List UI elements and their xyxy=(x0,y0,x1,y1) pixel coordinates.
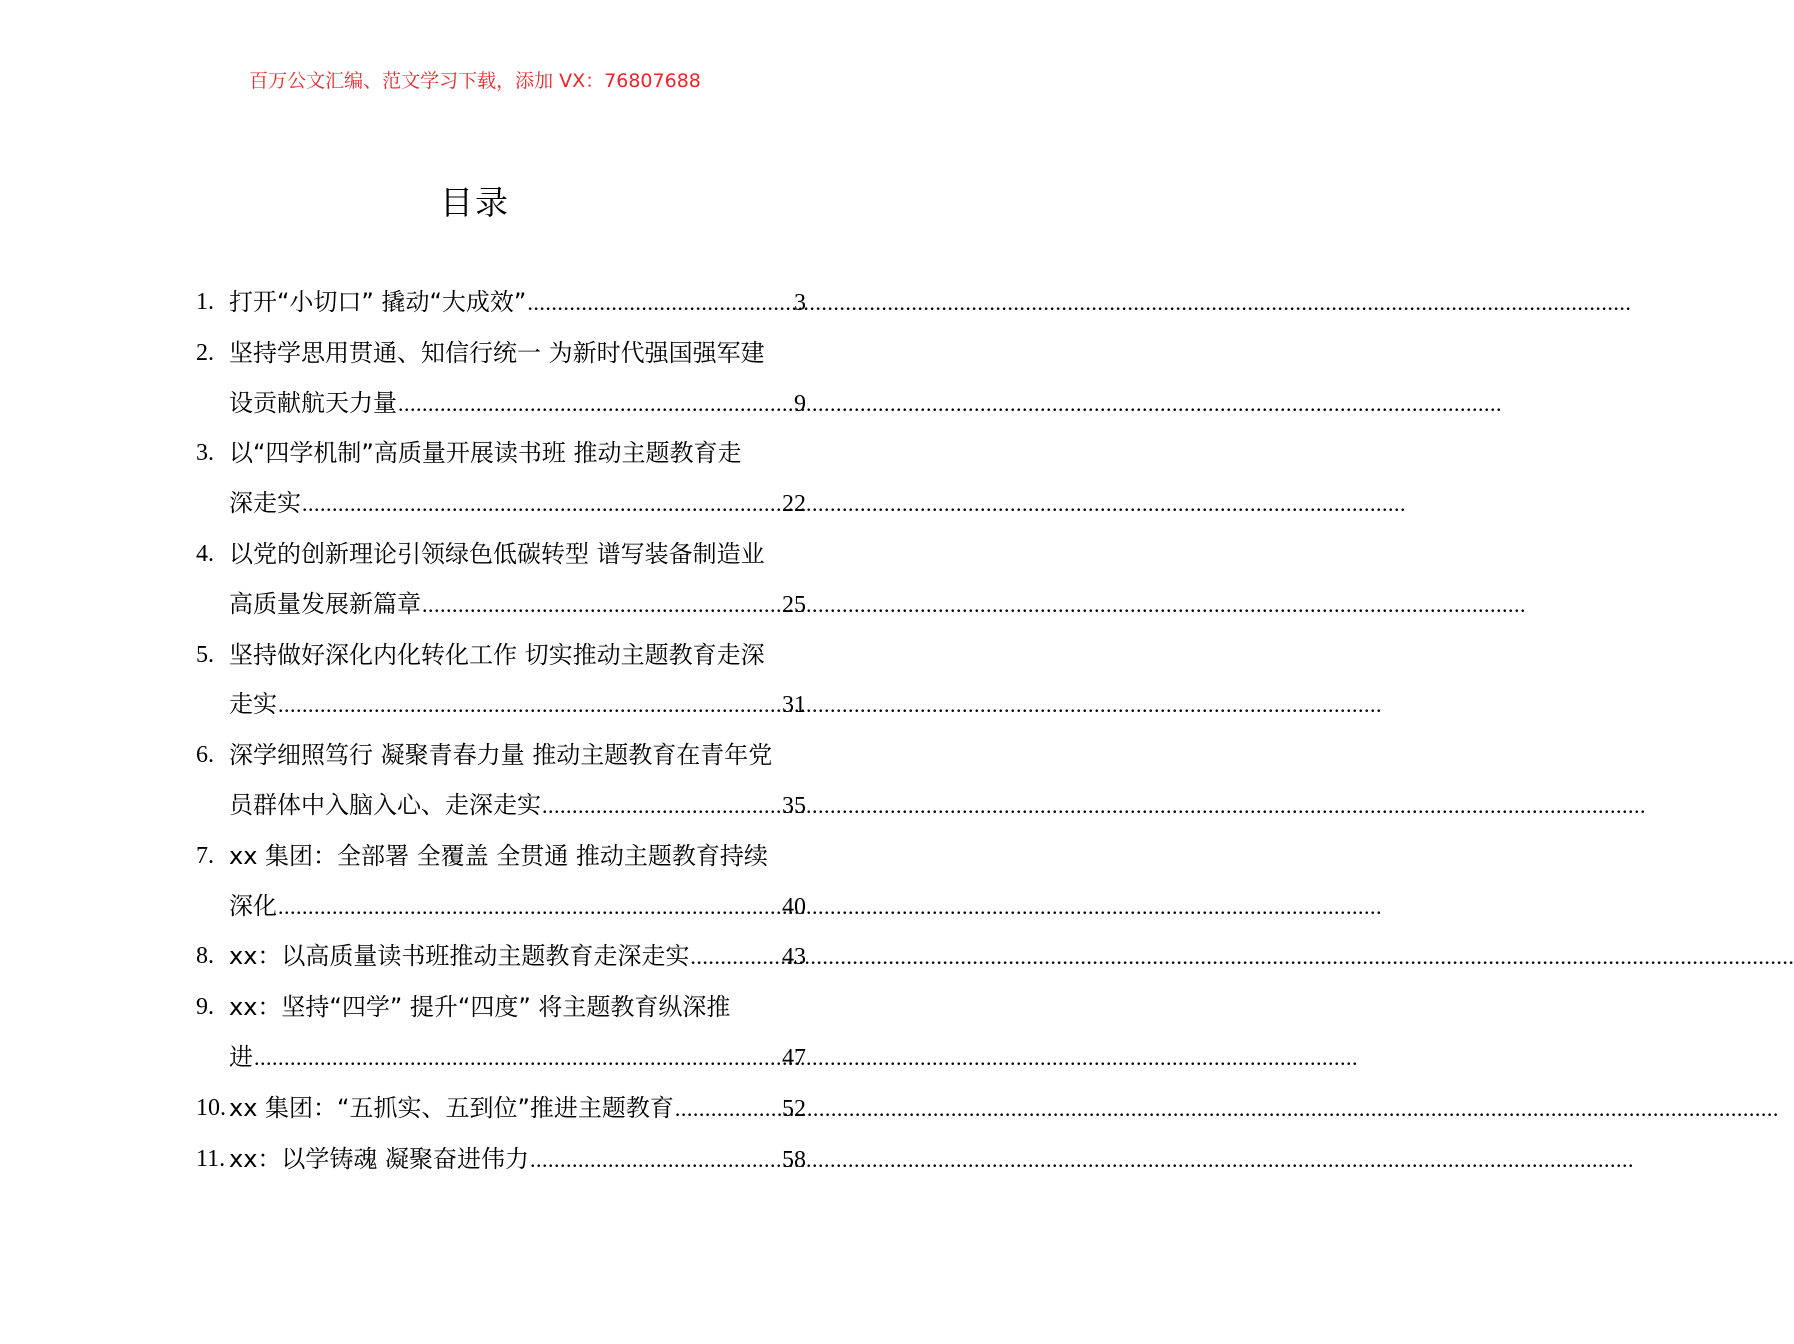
toc-entry-number: 8. xyxy=(196,943,214,970)
toc-entry-line xyxy=(229,680,806,731)
toc-entry-line xyxy=(229,1135,806,1186)
toc-entry-title-continued: 高质量发展新篇章 xyxy=(229,589,421,618)
toc-entry-title-continued: 设贡献航天力量 xyxy=(229,388,397,417)
toc-entry-line xyxy=(229,731,806,781)
toc-entry-body xyxy=(229,932,806,983)
table-of-contents xyxy=(196,278,806,1185)
toc-entry-body xyxy=(229,429,806,530)
toc-entry-line xyxy=(229,631,806,681)
toc-entry[interactable] xyxy=(196,631,806,732)
toc-entry-title-continued: 深化 xyxy=(229,891,277,920)
toc-dot-leader xyxy=(530,1135,781,1185)
toc-dot-leader xyxy=(690,932,781,982)
toc-entry[interactable] xyxy=(196,983,806,1084)
toc-entry-number: 9. xyxy=(196,994,214,1021)
toc-entry-body xyxy=(229,731,806,832)
toc-entry[interactable] xyxy=(196,832,806,933)
toc-dot-leader xyxy=(542,781,781,831)
toc-entry-line xyxy=(229,781,806,832)
toc-entry-title: xx：坚持“四学” 提升“四度” 将主题教育纵深推 xyxy=(229,993,731,1022)
toc-page-number: 3 xyxy=(794,290,806,316)
toc-entry-title-continued: 进 xyxy=(229,1042,253,1071)
toc-entry-number: 7. xyxy=(196,842,214,869)
toc-dot-leader xyxy=(675,1084,781,1134)
toc-entry-number: 3. xyxy=(196,440,214,467)
toc-page-number: 40 xyxy=(782,893,806,920)
toc-page-number: 58 xyxy=(782,1146,806,1173)
toc-dot-leader xyxy=(398,379,793,429)
toc-entry-title-continued: 走实 xyxy=(229,690,277,719)
toc-entry-title: 坚持学思用贯通、知信行统一 为新时代强国强军建 xyxy=(229,338,765,367)
toc-entry-body xyxy=(229,631,806,732)
toc-entry-line xyxy=(229,278,806,329)
toc-entry-line xyxy=(229,530,806,580)
toc-entry-title: 打开“小切口” 撬动“大成效” xyxy=(229,288,527,316)
toc-entry-line xyxy=(229,983,806,1033)
toc-page-number: 52 xyxy=(782,1095,806,1122)
toc-entry-title: 坚持做好深化内化转化工作 切实推动主题教育走深 xyxy=(229,640,765,669)
toc-entry-title: xx 集团：“五抓实、五到位”推进主题教育 xyxy=(229,1093,674,1122)
toc-entry[interactable] xyxy=(196,1135,806,1186)
toc-page-number: 43 xyxy=(782,944,806,971)
toc-dot-leader xyxy=(278,882,781,932)
toc-entry-line xyxy=(229,832,806,882)
page-title: 目录 xyxy=(440,183,510,222)
toc-entry-body xyxy=(229,278,806,329)
toc-page-number: 31 xyxy=(782,692,806,719)
toc-page-number: 35 xyxy=(782,792,806,819)
toc-entry-line xyxy=(229,329,806,379)
toc-entry-title: xx：以高质量读书班推动主题教育走深走实 xyxy=(229,942,690,971)
toc-entry-body xyxy=(229,329,806,430)
toc-page-number: 47 xyxy=(782,1044,806,1071)
header-contact-note: 百万公文汇编、范文学习下载，添加 VX：76807688 xyxy=(249,70,701,92)
toc-entry-number: 5. xyxy=(196,641,214,668)
toc-entry-line xyxy=(229,932,806,983)
toc-entry-body xyxy=(229,1135,806,1186)
toc-page-number: 25 xyxy=(782,591,806,618)
toc-entry-title: 深学细照笃行 凝聚青春力量 推动主题教育在青年党 xyxy=(229,741,773,770)
toc-dot-leader xyxy=(302,479,781,529)
toc-entry-title: xx：以学铸魂 凝聚奋进伟力 xyxy=(229,1144,530,1173)
toc-entry-body xyxy=(229,1084,806,1135)
toc-entry-number: 4. xyxy=(196,540,214,567)
toc-entry[interactable] xyxy=(196,429,806,530)
toc-entry-number: 11. xyxy=(196,1145,226,1172)
toc-dot-leader xyxy=(422,580,781,630)
toc-entry-number: 2. xyxy=(196,339,214,366)
toc-entry-line xyxy=(229,882,806,933)
toc-entry-number: 6. xyxy=(196,742,214,769)
toc-entry-line xyxy=(229,580,806,631)
toc-entry-line xyxy=(229,379,806,430)
toc-entry-body xyxy=(229,832,806,933)
toc-entry-body xyxy=(229,983,806,1084)
toc-entry-title-continued: 深走实 xyxy=(229,489,301,518)
toc-entry[interactable] xyxy=(196,1084,806,1135)
toc-entry-line xyxy=(229,1033,806,1084)
toc-entry[interactable] xyxy=(196,731,806,832)
toc-entry-number: 10. xyxy=(196,1094,226,1121)
toc-page-number: 9 xyxy=(794,390,806,417)
toc-entry-line xyxy=(229,429,806,479)
toc-entry-number: 1. xyxy=(196,289,214,315)
toc-entry-title-continued: 员群体中入脑入心、走深走实 xyxy=(229,790,541,819)
toc-page-number: 22 xyxy=(782,491,806,518)
toc-entry-title: 以党的创新理论引领绿色低碳转型 谱写装备制造业 xyxy=(229,539,765,568)
toc-entry-title: 以“四学机制”高质量开展读书班 推动主题教育走 xyxy=(229,439,742,468)
toc-dot-leader xyxy=(527,278,793,328)
toc-entry[interactable] xyxy=(196,329,806,430)
toc-entry-title: xx 集团：全部署 全覆盖 全贯通 推动主题教育持续 xyxy=(229,841,768,870)
toc-entry[interactable] xyxy=(196,278,806,329)
toc-entry[interactable] xyxy=(196,932,806,983)
toc-dot-leader xyxy=(254,1033,781,1083)
toc-entry[interactable] xyxy=(196,530,806,631)
toc-entry-body xyxy=(229,530,806,631)
toc-entry-line xyxy=(229,479,806,530)
toc-entry-line xyxy=(229,1084,806,1135)
toc-dot-leader xyxy=(278,680,781,730)
